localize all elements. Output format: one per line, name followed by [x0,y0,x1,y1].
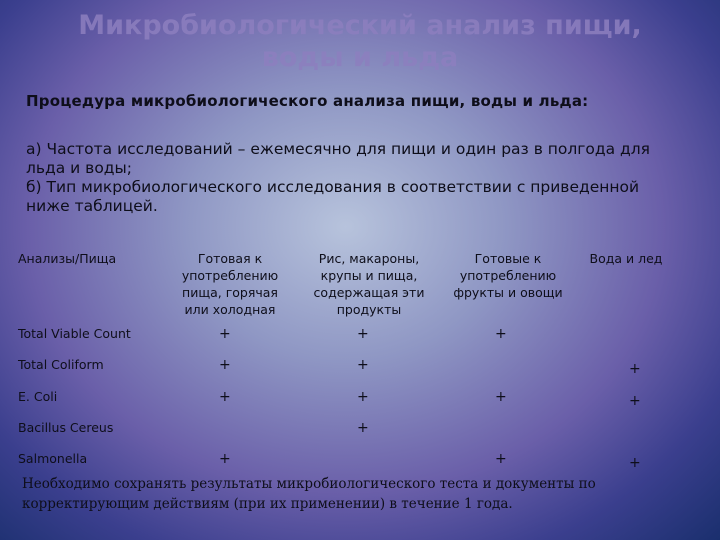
row-label: Total Viable Count [18,326,131,341]
title-line-1: Микробиологический анализ пищи, [78,10,642,41]
item-a: а) Частота исследований – ежемесячно для пищи и один раз в полгода для льда и воды; [26,140,651,177]
table-cell-mark: + [357,357,369,373]
header-rice-pasta: Рис, макароны, крупы и пища, содержащая эти продукты [313,251,425,317]
table-cell-mark: + [629,361,641,377]
header-ready-food: Готовая к употреблению пища, горячая или холодная [181,251,279,317]
table-cell-mark: + [629,455,641,471]
row-label: Bacillus Cereus [18,420,114,435]
table-cell-mark: + [495,451,507,467]
footer-note: Необходимо сохранять результаты микробиологического теста и документы по корректирующим действиям (при их применении) в течение 1 года. [22,476,596,512]
title-line-2: воды и льда [261,42,459,73]
table-cell-mark: + [495,389,507,405]
table-cell-mark: + [219,389,231,405]
procedure-heading: Процедура микробиологического анализа пищи, воды и льда: [26,92,589,110]
row-label: E. Coli [18,389,58,404]
table-cell-mark: + [629,393,641,409]
table-cell-mark: + [357,420,369,436]
table-cell-mark: + [495,326,507,342]
procedure-body [26,140,666,216]
header-fruits-vegetables: Готовые к употреблению фрукты и овощи [453,251,563,300]
header-water-ice: Вода и лед [589,251,663,266]
table-cell-mark: + [219,357,231,373]
table-cell-mark: + [219,451,231,467]
row-label: Salmonella [18,451,88,466]
row-label: Total Coliform [18,357,104,372]
table-cell-mark: + [357,326,369,342]
table-cell-mark: + [357,389,369,405]
slide-title [20,10,700,74]
header-analyses: Анализы/Пища [18,251,117,266]
table-cell-mark: + [219,326,231,342]
item-b: б) Тип микробиологического исследования в соответствии с приведенной ниже таблицей. [26,178,640,215]
